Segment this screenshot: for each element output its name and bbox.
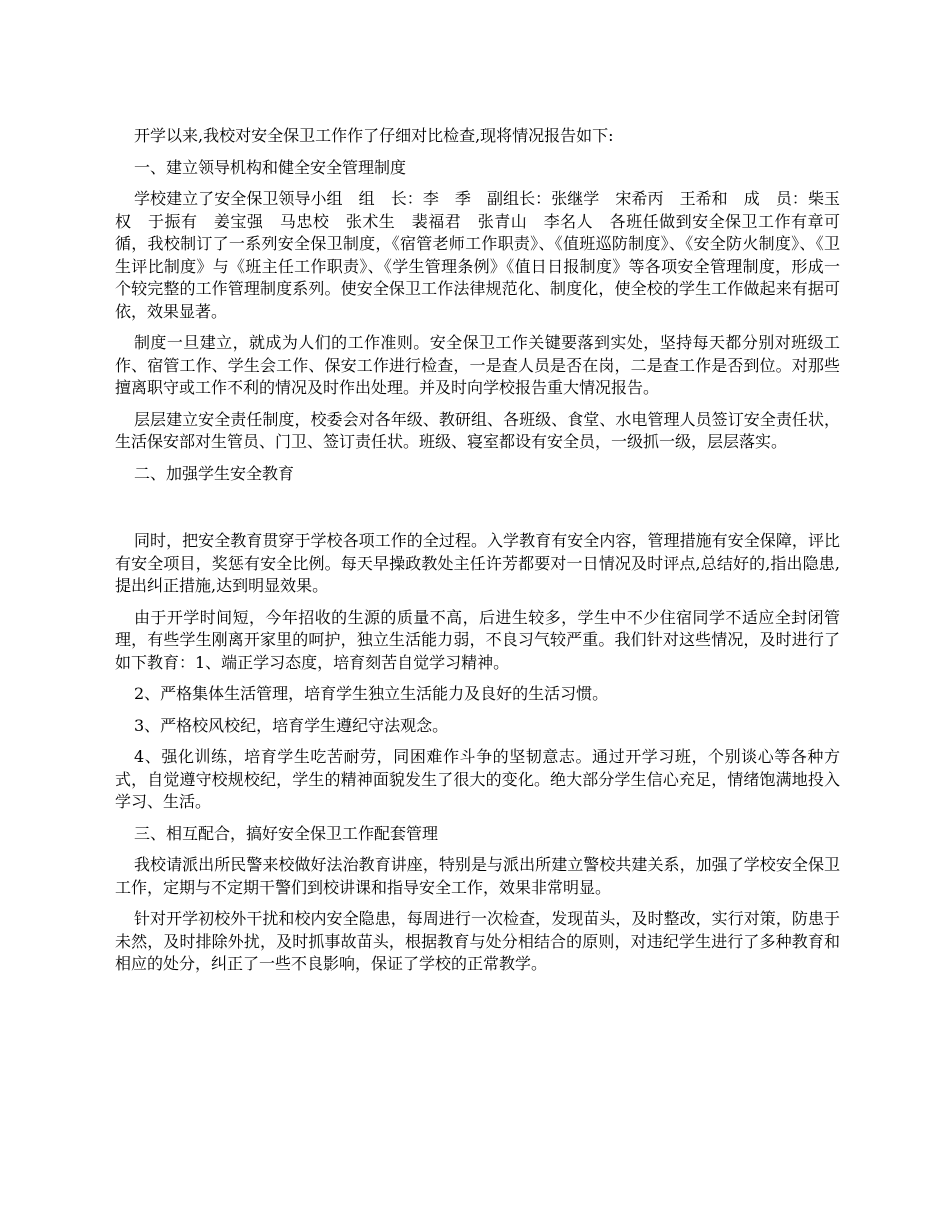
paragraph-responsibility: 层层建立安全责任制度，校委会对各年级、教研组、各班级、食堂、水电管理人员签订安全责任状，生活保安部对生管员、门卫、签订责任状。班级、寝室都设有安全员，一级抓一级，层层落实。 [115,409,840,451]
blank-gap [115,494,840,530]
paragraph-weekly-inspection: 针对开学初校外干扰和校内安全隐患，每周进行一次检查，发现苗头，及时整改，实行对策，防患于未然，及时排除外扰，及时抓事故苗头，根据教育与处分相结合的原则，对违纪学生进行了多种教育和相应的处分，纠正了一些不良影响，保证了学校的正常教学。 [115,909,840,973]
paragraph-system-implementation: 制度一旦建立，就成为人们的工作准则。安全保卫工作关键要落到实处，坚持每天都分别对班级工作、宿管工作、学生会工作、保安工作进行检查，一是查人员是否在岗，二是查工作是否到位。对那些擅离职守或工作不利的情况及时作出处理。并及时向学校报告重大情况报告。 [115,333,840,397]
list-item-2: 2、严格集体生活管理，培育学生独立生活能力及良好的生活习惯。 [134,684,609,703]
paragraph-police-cooperation: 我校请派出所民警来校做好法治教育讲座，特别是与派出所建立警校共建关系，加强了学校安全保卫工作，定期与不定期干警们到校讲课和指导安全工作，效果非常明显。 [115,855,840,897]
list-item-3: 3、严格校风校纪，培育学生遵纪守法观念。 [134,715,449,735]
paragraph-safety-education: 同时，把安全教育贯穿于学校各项工作的全过程。入学教育有安全内容，管理措施有安全保障，评比有安全项目，奖惩有安全比例。每天早操政教处主任许芳都要对一日情况及时评点,总结好的,指出隐患,提出纠正措施,达到明显效果。 [115,531,840,595]
list-item-4: 4、强化训练，培育学生吃苦耐劳，同困难作斗争的坚韧意志。通过开学习班，个别谈心等各种方式，自觉遵守校规校纪，学生的精神面貌发生了很大的变化。绝大部分学生信心充足，情绪饱满地投入学习、生活。 [115,747,840,811]
document-body [115,125,840,985]
intro-paragraph: 开学以来,我校对安全保卫工作作了仔细对比检查,现将情况报告如下: [134,126,614,145]
section-heading-1: 一、建立领导机构和健全安全管理制度 [134,157,407,177]
section-heading-2: 二、加强学生安全教育 [134,463,295,483]
section-heading-3: 三、相互配合，搞好安全保卫工作配套管理 [134,823,439,843]
paragraph-student-situation: 由于开学时间短，今年招收的生源的质量不高，后进生较多，学生中不少住宿同学不适应全封闭管理，有些学生刚离开家里的呵护，独立生活能力弱，不良习气较严重。我们针对这些情况，及时进行了如下教育：1、端正学习态度，培育刻苦自觉学习精神。 [115,607,840,672]
paragraph-leadership-group: 学校建立了安全保卫领导小组 组 长：李 季 副组长：张继学 宋希丙 王希和 成 员：柴玉权 于振有 姜宝强 马忠校 张术生 裴福君 张青山 李名人 各班任做到安全保卫工作有章可循，我校制订了一系列安全保卫制度，《宿管老师工作职责》、《值班巡防制度》、《安全防火制度》、《卫生评比制度》与《班主任工作职责》、《学生管理条例》《值日日报制度》等各项安全管理制度，形成一个较完整的工作管理制度系列。使安全保卫工作法律规范化、制度化，使全校的学生工作做起来有据可依，效果显著。 [115,189,840,321]
